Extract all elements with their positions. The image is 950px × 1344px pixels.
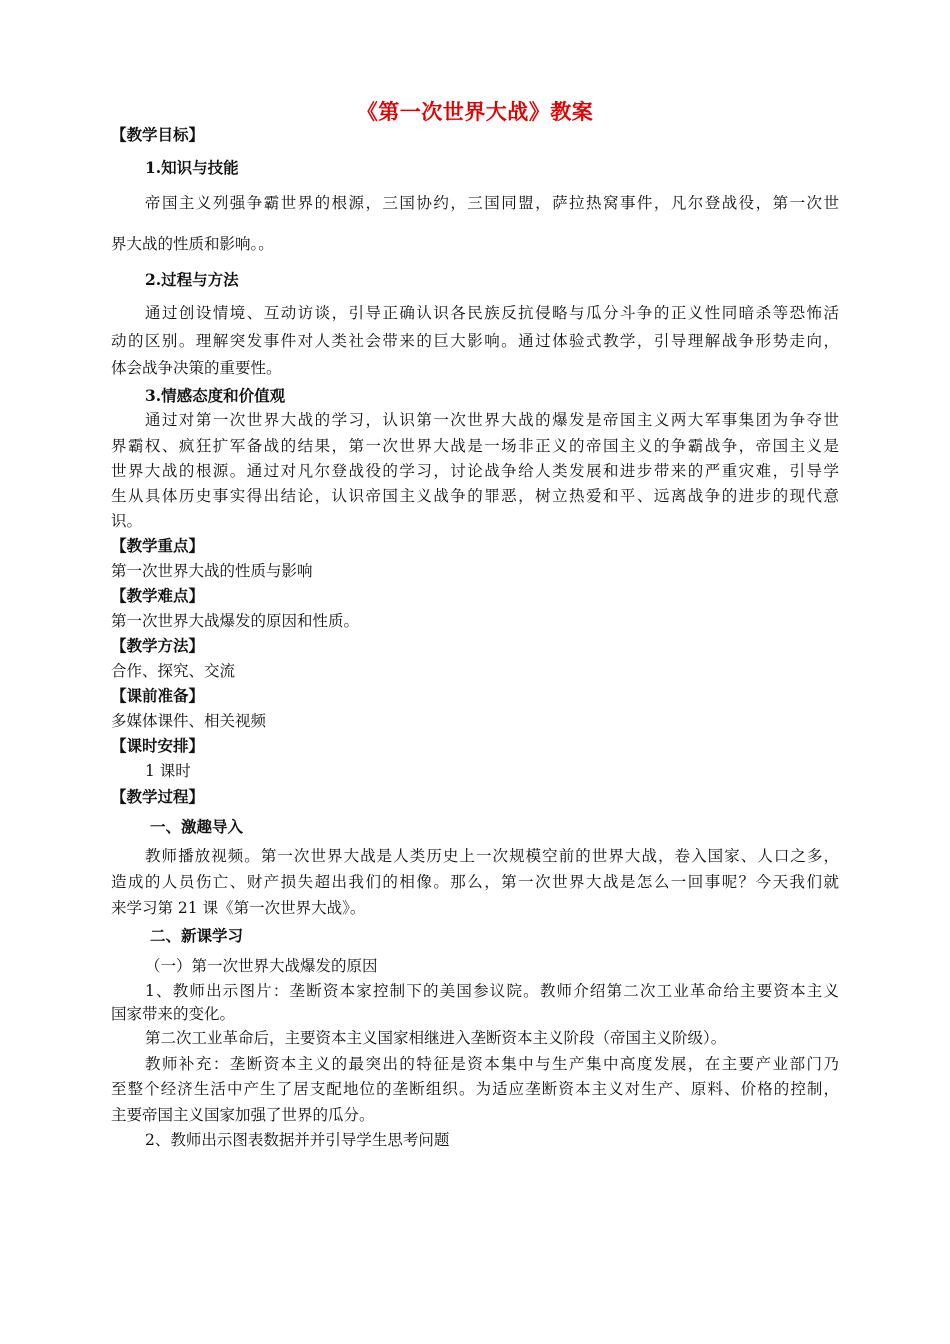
paragraph-line: 教师补充：垄断资本主义的最突出的特征是资本集中与生产集中高度发展，在主要产业部门乃	[145, 1055, 839, 1073]
paragraph-line: 界大战的性质和影响。。	[111, 235, 274, 253]
section-header-key-points: 【教学重点】	[111, 536, 205, 555]
document-title: 《第一次世界大战》教案	[356, 99, 594, 124]
goal-values-title: 3.情感态度和价值观	[145, 386, 286, 405]
section-header-methods: 【教学方法】	[111, 636, 205, 655]
difficulties-text: 第一次世界大战爆发的原因和性质。	[111, 612, 360, 630]
paragraph-line: 体会战争决策的重要性。	[111, 359, 282, 377]
key-points-text: 第一次世界大战的性质与影响	[111, 562, 313, 580]
paragraph-line: 生从具体历史事实得出结论，认识帝国主义战争的罪恶，树立热爱和平、远离战争的进步的现代意	[111, 487, 839, 505]
paragraph-line: 造成的人员伤亡、财产损失超出我们的相像。那么，第一次世界大战是怎么一回事呢？今天我们就	[111, 873, 839, 891]
process-intro-title: 一、激趣导入	[150, 817, 244, 836]
paragraph-line: 1、教师出示图片：垄断资本家控制下的美国参议院。教师介绍第二次工业革命给主要资本主义	[145, 982, 839, 1000]
section-header-schedule: 【课时安排】	[111, 736, 205, 755]
paragraph-line: 世界大战的根源。通过对凡尔登战役的学习，讨论战争给人类发展和进步带来的严重灾难，引导学	[111, 462, 839, 480]
goal-process-title: 2.过程与方法	[145, 270, 239, 289]
methods-text: 合作、探究、交流	[111, 662, 236, 680]
paragraph-line: 界霸权、疯狂扩军备战的结果，第一次世界大战是一场非正义的帝国主义的争霸战争，帝国主义是	[111, 437, 839, 455]
paragraph-line: 通过创设情境、互动访谈，引导正确认识各民族反抗侵略与瓜分斗争的正义性同暗杀等恐怖活	[145, 304, 839, 322]
section-header-goals: 【教学目标】	[111, 125, 205, 144]
preparation-text: 多媒体课件、相关视频	[111, 712, 267, 730]
paragraph-line: 识。	[111, 512, 143, 530]
schedule-text: 1 课时	[145, 762, 191, 780]
goal-knowledge-title: 1.知识与技能	[145, 158, 239, 177]
section-header-process: 【教学过程】	[111, 787, 205, 806]
paragraph-line: 第二次工业革命后，主要资本主义国家相继进入垄断资本主义阶段（帝国主义阶级）。	[145, 1029, 727, 1047]
paragraph-line: 国家带来的变化。	[111, 1005, 236, 1023]
section-header-preparation: 【课前准备】	[111, 686, 205, 705]
section-header-difficulties: 【教学难点】	[111, 586, 205, 605]
paragraph-line: 动的区别。理解突发事件对人类社会带来的巨大影响。通过体验式教学，引导理解战争形势走向，	[111, 332, 839, 350]
paragraph-line: 主要帝国主义国家加强了世界的瓜分。	[111, 1106, 375, 1124]
paragraph-line: 通过对第一次世界大战的学习，认识第一次世界大战的爆发是帝国主义两大军事集团为争夺世	[145, 411, 839, 429]
process-new-lesson-title: 二、新课学习	[150, 926, 244, 945]
paragraph-line: 帝国主义列强争霸世界的根源，三国协约，三国同盟，萨拉热窝事件，凡尔登战役，第一次世	[145, 194, 839, 212]
subsection-title: （一）第一次世界大战爆发的原因	[145, 957, 378, 975]
paragraph-line: 2、教师出示图表数据并并引导学生思考问题	[145, 1131, 450, 1149]
paragraph-line: 至整个经济生活中产生了居支配地位的垄断组织。为适应垄断资本主义对生产、原料、价格的控制，	[111, 1080, 839, 1098]
paragraph-line: 来学习第 21 课《第一次世界大战》。	[111, 899, 366, 917]
paragraph-line: 教师播放视频。第一次世界大战是人类历史上一次规模空前的世界大战，卷入国家、人口之多，	[145, 847, 839, 865]
